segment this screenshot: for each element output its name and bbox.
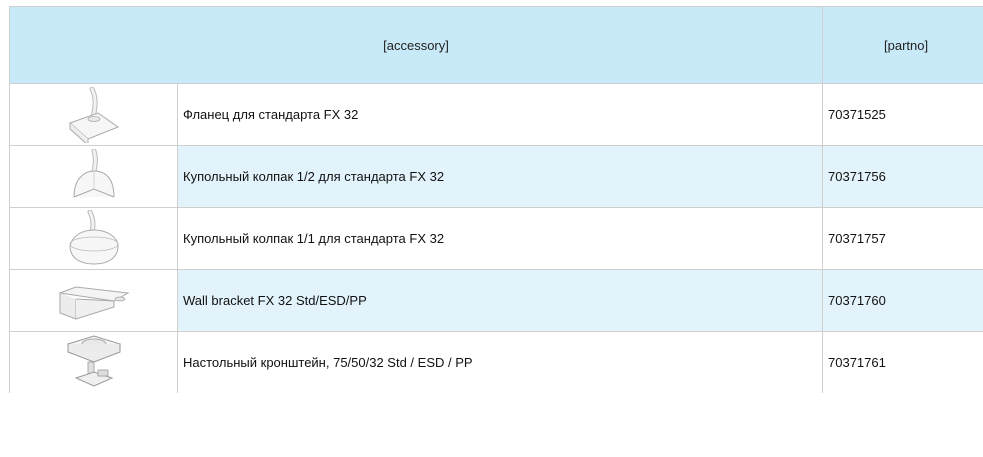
product-image-cell	[10, 146, 178, 208]
accessory-cell: Купольный колпак 1/2 для стандарта FX 32	[178, 146, 823, 208]
product-image-cell	[10, 84, 178, 146]
product-image-cell	[10, 270, 178, 332]
product-image-cell	[10, 208, 178, 270]
flange-fx32-image	[62, 87, 126, 143]
accessory-cell: Настольный кронштейн, 75/50/32 Std / ESD / PP	[178, 332, 823, 394]
table-bracket-image	[62, 334, 126, 392]
dome-hood-half-image	[64, 149, 124, 205]
partno-cell: 70371756	[823, 146, 983, 208]
partno-cell: 70371525	[823, 84, 983, 146]
partno-column-header: [partno]	[823, 7, 983, 84]
table-row	[10, 84, 983, 146]
accessory-cell: Фланец для стандарта FX 32	[178, 84, 823, 146]
table-row	[10, 270, 983, 332]
accessory-cell: Купольный колпак 1/1 для стандарта FX 32	[178, 208, 823, 270]
product-image-cell	[10, 332, 178, 394]
accessory-column-header: [accessory]	[10, 7, 823, 84]
table-row	[10, 146, 983, 208]
accessories-table	[9, 6, 983, 393]
table-row	[10, 208, 983, 270]
dome-hood-full-image	[62, 210, 126, 268]
partno-cell: 70371757	[823, 208, 983, 270]
table-row	[10, 332, 983, 394]
table-header-row	[10, 7, 983, 84]
partno-cell: 70371760	[823, 270, 983, 332]
wall-bracket-image	[56, 281, 132, 321]
partno-cell: 70371761	[823, 332, 983, 394]
accessory-cell: Wall bracket FX 32 Std/ESD/PP	[178, 270, 823, 332]
